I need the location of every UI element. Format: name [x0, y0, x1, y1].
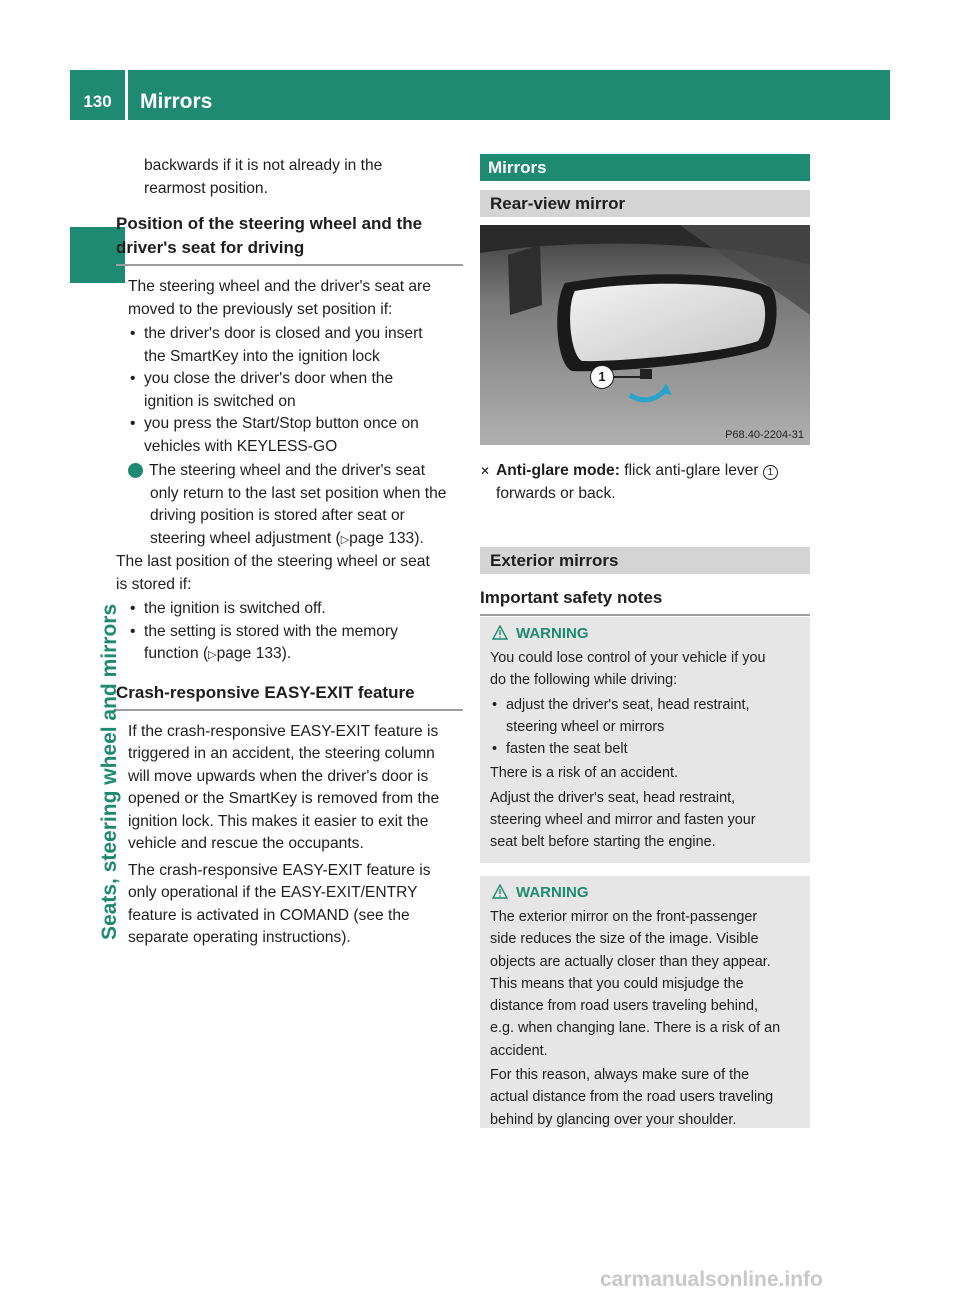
step-arrow-icon: ✕ — [480, 464, 491, 478]
warning-title: WARNING — [516, 884, 589, 901]
heading-safety-notes: Important safety notes — [480, 586, 810, 616]
list-item: • the ignition is switched off. — [130, 600, 326, 617]
heading-position-steering: Position of the steering wheel and the driver's seat for driving — [116, 212, 463, 266]
subsection-bar-rear-view: Rear-view mirror — [480, 190, 810, 217]
warning-box: WARNING You could lose control of your vehicle if you do the following while driving: • adjust the driver's seat, head restraint, steering wheel or mirrors • fasten the seat belt There is a risk of an accident. Adjust the driver's seat, head restraint, steering wheel and mirror and fasten your seat belt before starting the engine. — [480, 617, 810, 863]
callout-1-icon: 1 — [590, 365, 614, 389]
page-number: 130 — [83, 92, 112, 111]
section-title: Mirrors — [140, 90, 213, 113]
rear-view-mirror-image — [480, 225, 810, 445]
paragraph-last-position: The last position of the steering wheel or seat is stored if: — [116, 553, 430, 593]
left-column — [116, 155, 463, 950]
page-reference-link[interactable]: page 133 — [216, 645, 282, 662]
list-item: • the driver's door is closed and you insert the SmartKey into the ignition lock — [130, 325, 423, 365]
paragraph-easy-exit: If the crash-responsive EASY-EXIT feature is triggered in an accident, the steering column will move upwards when the driver's door is opened or the SmartKey is removed from the ignition lock. This makes it easier to exit the vehicle and rescue the occupants. — [128, 722, 440, 852]
list-item: • fasten the seat belt — [492, 741, 628, 758]
list-item: • you press the Start/Stop button once on vehicles with KEYLESS-GO — [130, 415, 419, 455]
info-note: i The steering wheel and the driver's seat only return to the last set position when the driving position is stored after seat or steering wheel adjustment (▷page 133). — [122, 462, 447, 547]
sidebar-chapter-title: Seats, steering wheel and mirrors — [98, 603, 121, 940]
warning-title: WARNING — [516, 625, 589, 642]
mirror-illustration — [480, 225, 810, 445]
subsection-bar-exterior: Exterior mirrors — [480, 547, 810, 574]
page-ref-arrow-icon: ▷ — [208, 649, 217, 661]
paragraph-easy-exit-operational: The crash-responsive EASY-EXIT feature is only operational if the EASY-EXIT/ENTRY feature is activated in COMAND (see the separate operating instructions). — [128, 861, 431, 946]
heading-easy-exit: Crash-responsive EASY-EXIT feature — [116, 681, 463, 711]
info-icon: i — [128, 463, 143, 478]
anti-glare-step: ✕ Anti-glare mode: flick anti-glare lever 1 forwards or back. — [480, 460, 810, 505]
warning-box: WARNING The exterior mirror on the front-passenger side reduces the size of the image. Visible objects are actually closer than they appear. This means that you could misjudge the distance from road users traveling behind, e.g. when changing lane. There is a risk of an accident. For this reason, always make sure of the actual distance from the road users traveling behind by glancing over your shoulder. — [480, 876, 810, 1128]
intro-text: backwards if it is not already in the rearmost position. — [144, 157, 383, 197]
list-item: • you close the driver's door when the ignition is switched on — [130, 370, 394, 410]
image-reference-code: P68.40-2204-31 — [725, 429, 804, 441]
warning-triangle-icon — [492, 884, 508, 899]
callout-1-icon: 1 — [763, 465, 778, 480]
warning-triangle-icon — [492, 625, 508, 640]
page-ref-arrow-icon: ▷ — [340, 533, 350, 546]
list-item: • adjust the driver's seat, head restraint, steering wheel or mirrors — [492, 696, 750, 735]
list-item: • the setting is stored with the memory function (▷page 133). — [130, 622, 398, 662]
page-reference-link[interactable]: page 133 — [349, 529, 415, 547]
section-bar-mirrors: Mirrors — [480, 154, 810, 181]
watermark: carmanualsonline.info — [600, 1268, 823, 1291]
header-bar — [128, 70, 890, 120]
paragraph-moved: The steering wheel and the driver's seat are moved to the previously set position if: — [128, 278, 431, 318]
